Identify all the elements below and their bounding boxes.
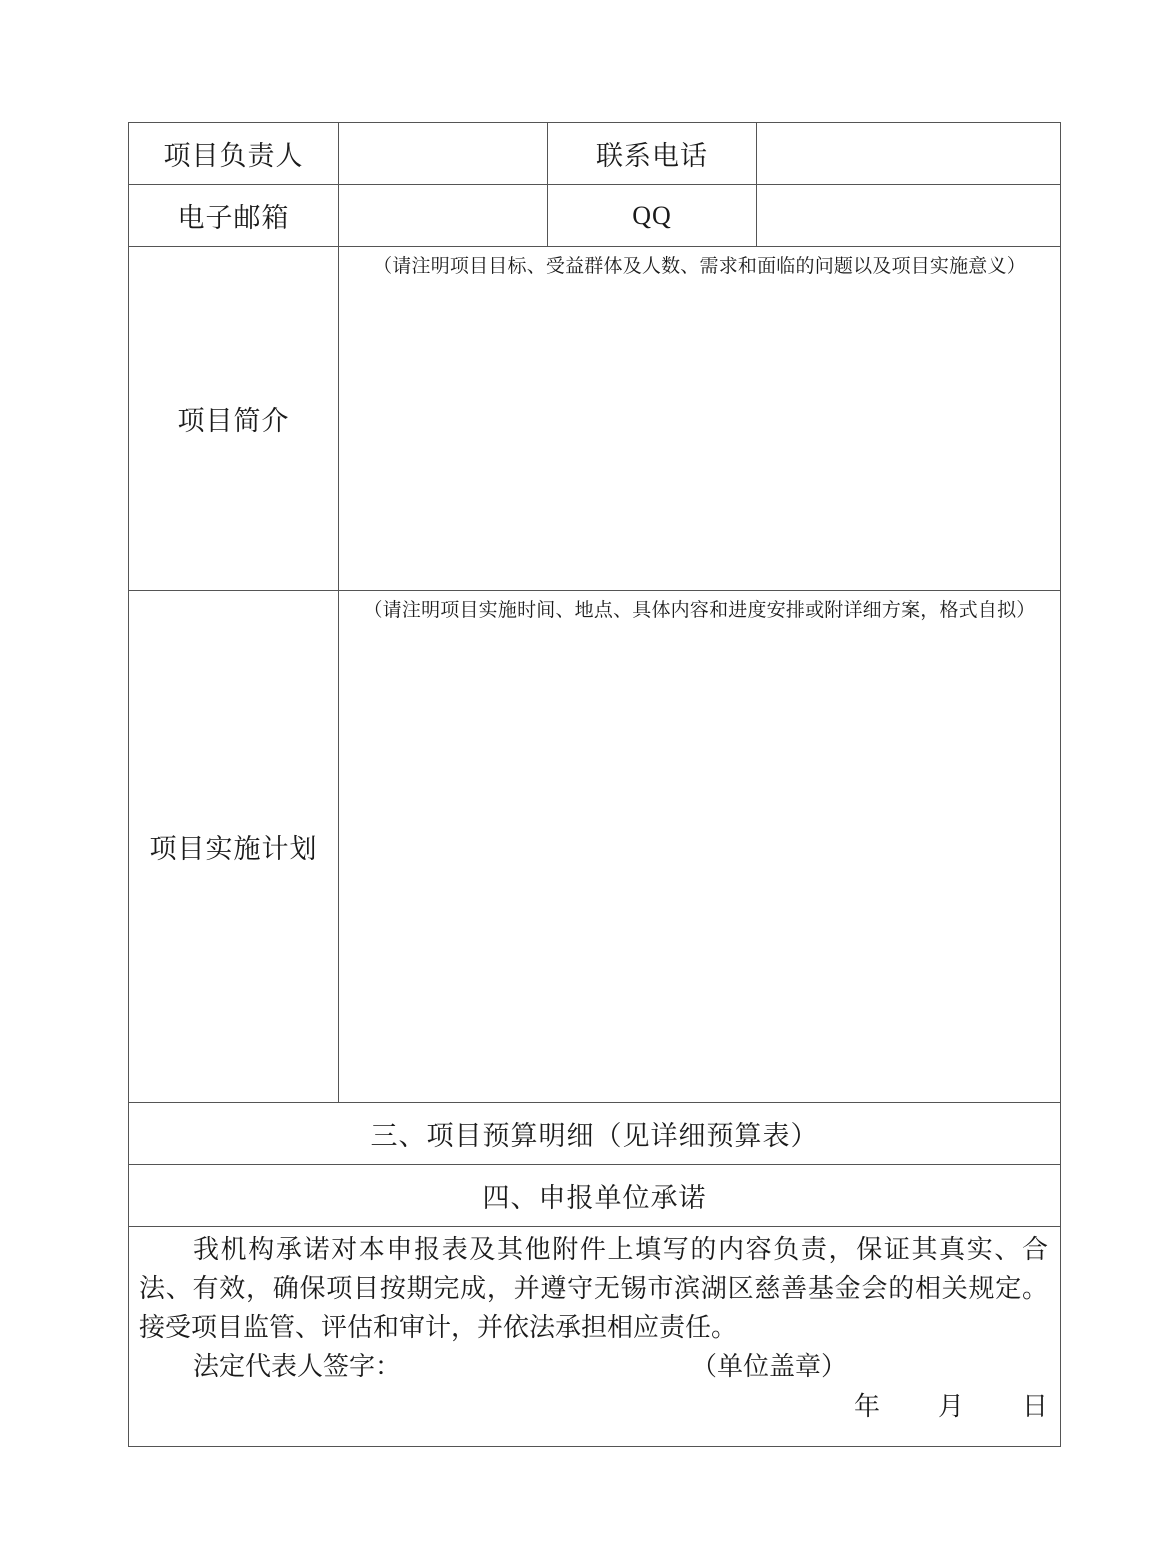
pledge-text: 我机构承诺对本申报表及其他附件上填写的内容负责，保证其真实、合法、有效，确保项目按期完成，并遵守无锡市滨湖区慈善基金会的相关规定。接受项目监管、评估和审计，并依法承担相应责任。 [139, 1235, 1048, 1343]
date-line [139, 1388, 1048, 1430]
pledge-cell [129, 1227, 1061, 1447]
leader-field[interactable] [339, 123, 548, 185]
intro-field[interactable] [339, 247, 1061, 591]
pledge-section-title: 四、申报单位承诺 [129, 1165, 1061, 1227]
application-form-table [128, 122, 1061, 1447]
budget-section-title: 三、项目预算明细（见详细预算表） [129, 1103, 1061, 1165]
row-plan [129, 591, 1061, 1103]
intro-hint: （请注明项目目标、受益群体及人数、需求和面临的问题以及项目实施意义） [373, 255, 1026, 277]
row-pledge [129, 1227, 1061, 1447]
plan-label: 项目实施计划 [129, 591, 339, 1103]
leader-label: 项目负责人 [129, 123, 339, 185]
email-field[interactable] [339, 185, 548, 247]
phone-field[interactable] [757, 123, 1061, 185]
year-label: 年 [853, 1392, 880, 1422]
month-label: 月 [937, 1392, 964, 1422]
plan-field[interactable] [339, 591, 1061, 1103]
row-leader [129, 123, 1061, 185]
qq-label: QQ [548, 185, 757, 247]
row-pledge-title [129, 1165, 1061, 1227]
row-email [129, 185, 1061, 247]
intro-label: 项目简介 [129, 247, 339, 591]
plan-hint: （请注明项目实施时间、地点、具体内容和进度安排或附详细方案，格式自拟） [363, 599, 1036, 621]
day-label: 日 [1021, 1392, 1048, 1422]
row-intro [129, 247, 1061, 591]
signature-label: 法定代表人签字： [193, 1352, 402, 1382]
email-label: 电子邮箱 [129, 185, 339, 247]
seal-label: （单位盖章） [691, 1352, 848, 1382]
phone-label: 联系电话 [548, 123, 757, 185]
row-budget-title [129, 1103, 1061, 1165]
signature-line [139, 1348, 1048, 1388]
qq-field[interactable] [757, 185, 1061, 247]
